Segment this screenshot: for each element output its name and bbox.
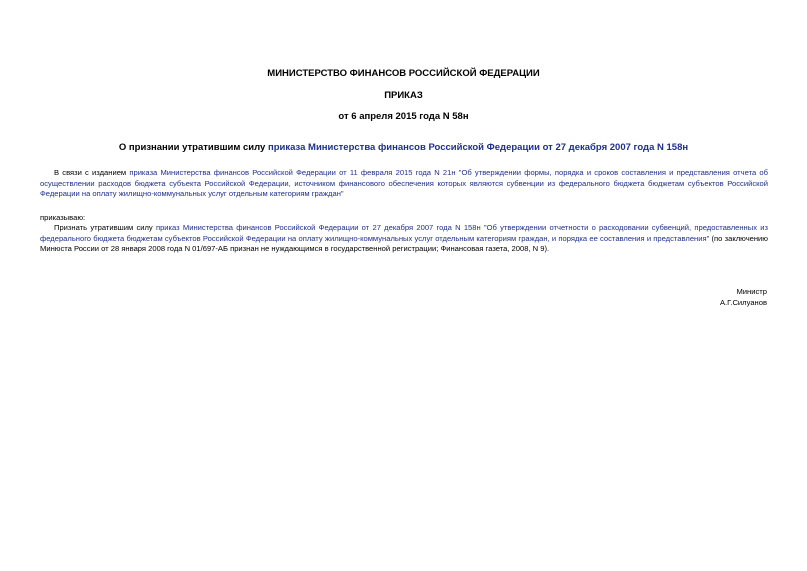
document-type-heading: ПРИКАЗ [384,90,423,101]
clause-suffix: (по заключению Минюста России от 28 января 2008 года N 01/697-АБ признан не нуждающимся в государственной регистрации; Финансовая газета, 2008, N 9). [40,233,768,254]
title-order-link[interactable]: приказа Министерства финансов Российской Федерации от 27 декабря 2007 года N 158н [267,142,689,153]
preamble-order-link[interactable]: приказа Министерства финансов Российской Федерации от 11 февраля 2015 года N 21н "Об утверждении формы, порядка и сроков составления и представления отчета об осуществлении расходов бюджета субъекта Российской Федерации, источником финансового обеспечения которых являются субвенции из федерального бюджета бюджетам субъектов Российской Федерации на оплату жилищно-коммунальных услуг отдельным категориям граждан" [40,168,768,199]
document-title [0,142,807,154]
title-prefix: О признании утратившим силу [118,142,268,153]
preamble-paragraph [40,168,768,200]
order-word: приказываю: [40,213,86,222]
clause-paragraph [40,223,768,255]
ministry-heading: МИНИСТЕРСТВО ФИНАНСОВ РОССИЙСКОЙ ФЕДЕРАЦИИ [267,68,540,79]
signature-name: А.Г.Силуанов [719,298,767,307]
preamble-prefix: В связи с изданием [54,168,130,177]
date-number-heading: от 6 апреля 2015 года N 58н [338,111,469,122]
signature-position: Министр [736,287,767,296]
clause-prefix: Признать утратившим силу [54,223,156,232]
clause-order-link[interactable]: приказ Министерства финансов Российской Федерации от 27 декабря 2007 года N 158н "Об утверждении отчетности о расходовании субвенций, предоставленных из федерального бюджета бюджетам субъектов Российской Федерации на оплату жилищно-коммунальных услуг отдельным категориям граждан, и порядка ее составления и представления" [40,223,768,243]
